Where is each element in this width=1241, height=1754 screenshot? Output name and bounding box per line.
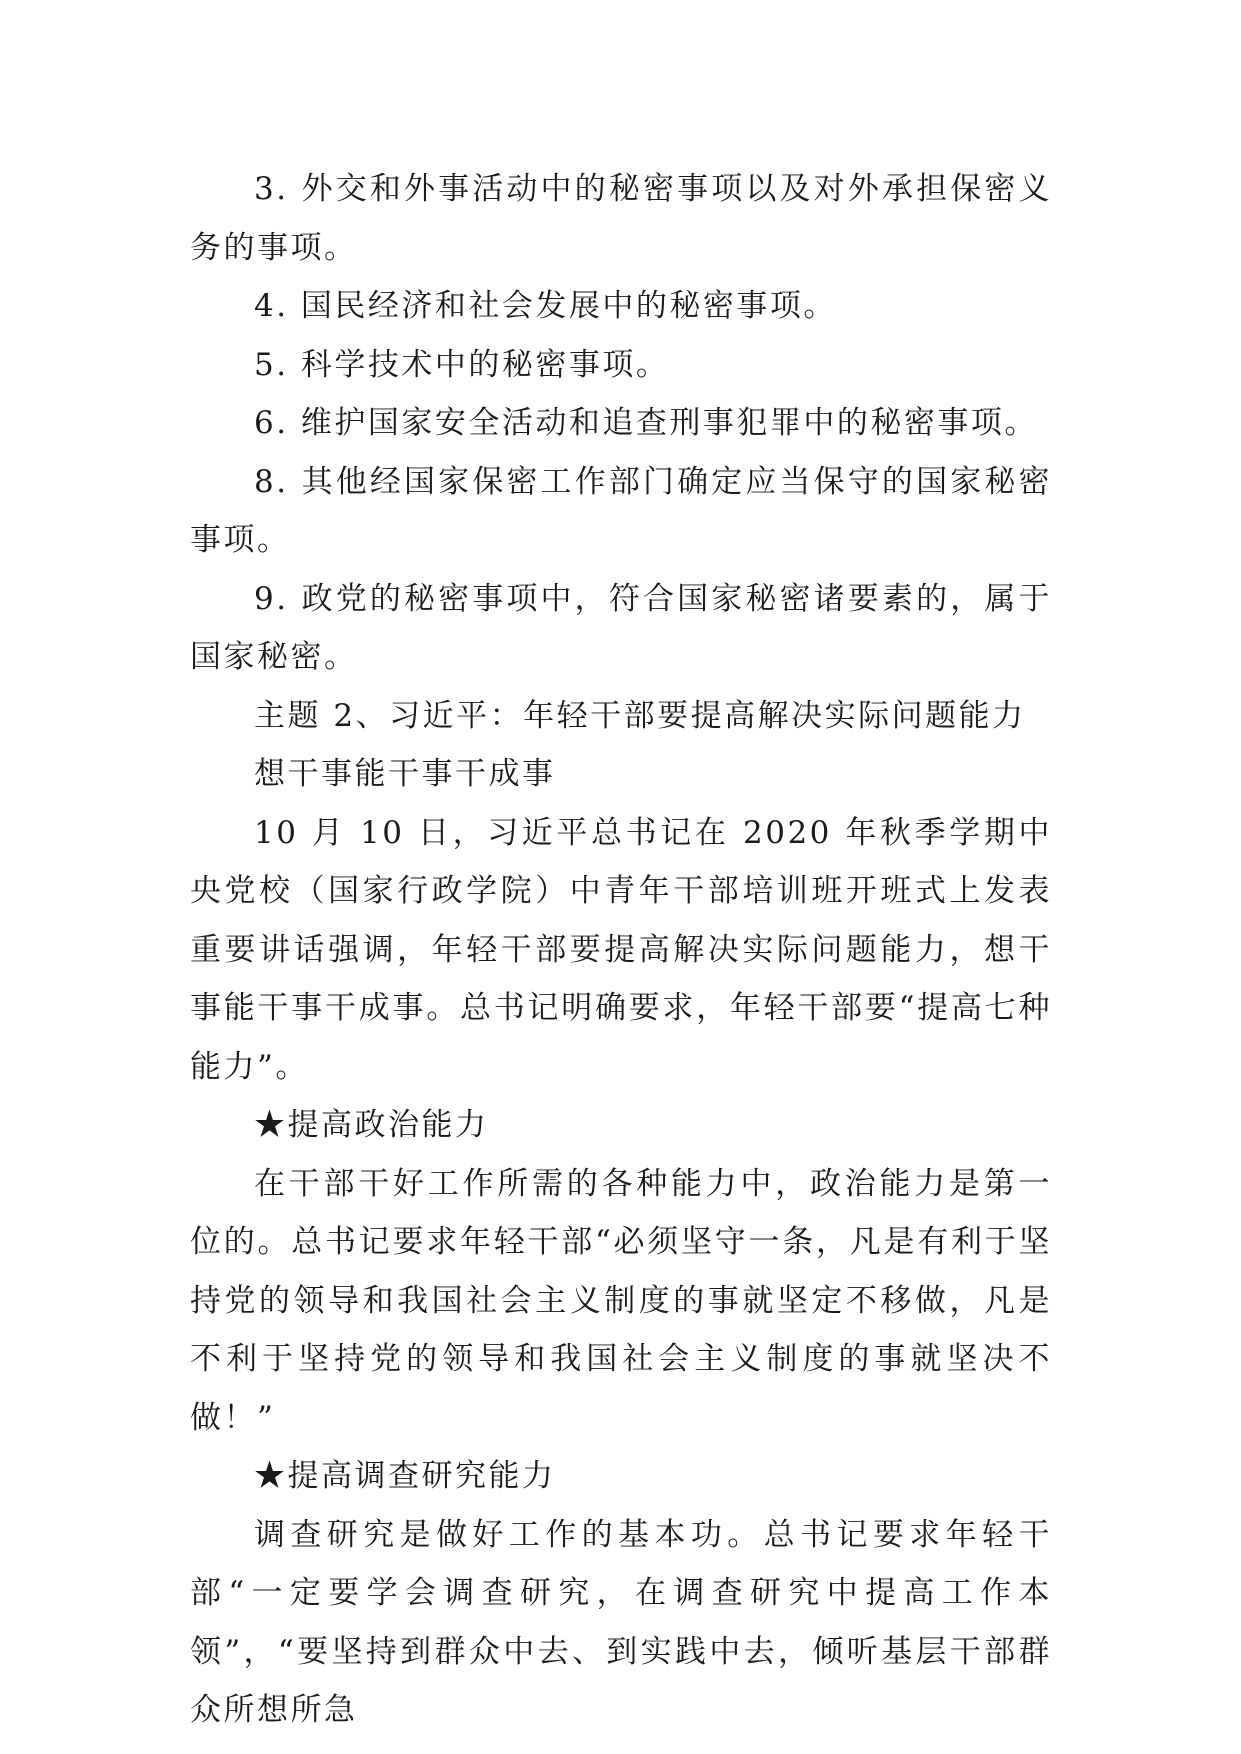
paragraph-item-9-party: 9. 政党的秘密事项中，符合国家秘密诸要素的，属于国家秘密。	[190, 580, 1052, 675]
paragraph-intro: 10 月 10 日，习近平总书记在 2020 年秋季学期中央党校（国家行政学院）中青年干部培训班开班式上发表重要讲话强调，年轻干部要提高解决实际问题能力，想干事能干事干成事。总书记明确要求，年轻干部要“提高七种能力”。	[190, 814, 1052, 1085]
paragraph-political-ability: 在干部干好工作所需的各种能力中，政治能力是第一位的。总书记要求年轻干部“必须坚守一条，凡是有利于坚持党的领导和我国社会主义制度的事就坚定不移做，凡是不利于坚持党的领导和我国社会主义制度的事就坚决不做！”	[190, 1165, 1052, 1436]
section-subheading: 想干事能干事干成事	[254, 756, 556, 792]
paragraph-item-5-science: 5. 科学技术中的秘密事项。	[254, 346, 670, 383]
paragraph-item-4-economy: 4. 国民经济和社会发展中的秘密事项。	[254, 288, 837, 324]
heading-research-ability: ★提高调查研究能力	[254, 1458, 556, 1494]
paragraph-item-8-other: 8. 其他经国家保密工作部门确定应当保守的国家秘密事项。	[190, 463, 1052, 558]
paragraph-item-6-security: 6. 维护国家安全活动和追查刑事犯罪中的秘密事项。	[254, 405, 1038, 441]
paragraph-item-3-diplomacy: 3. 外交和外事活动中的秘密事项以及对外承担保密义务的事项。	[190, 171, 1052, 266]
document-body	[190, 160, 1052, 1740]
section-heading-topic-2: 主题 2、习近平：年轻干部要提高解决实际问题能力	[254, 697, 1026, 734]
heading-political-ability: ★提高政治能力	[254, 1107, 489, 1143]
paragraph-research-ability: 调查研究是做好工作的基本功。总书记要求年轻干部“一定要学会调查研究，在调查研究中提高工作本领”，“要坚持到群众中去、到实践中去，倾听基层干部群众所想所急	[190, 1516, 1052, 1728]
